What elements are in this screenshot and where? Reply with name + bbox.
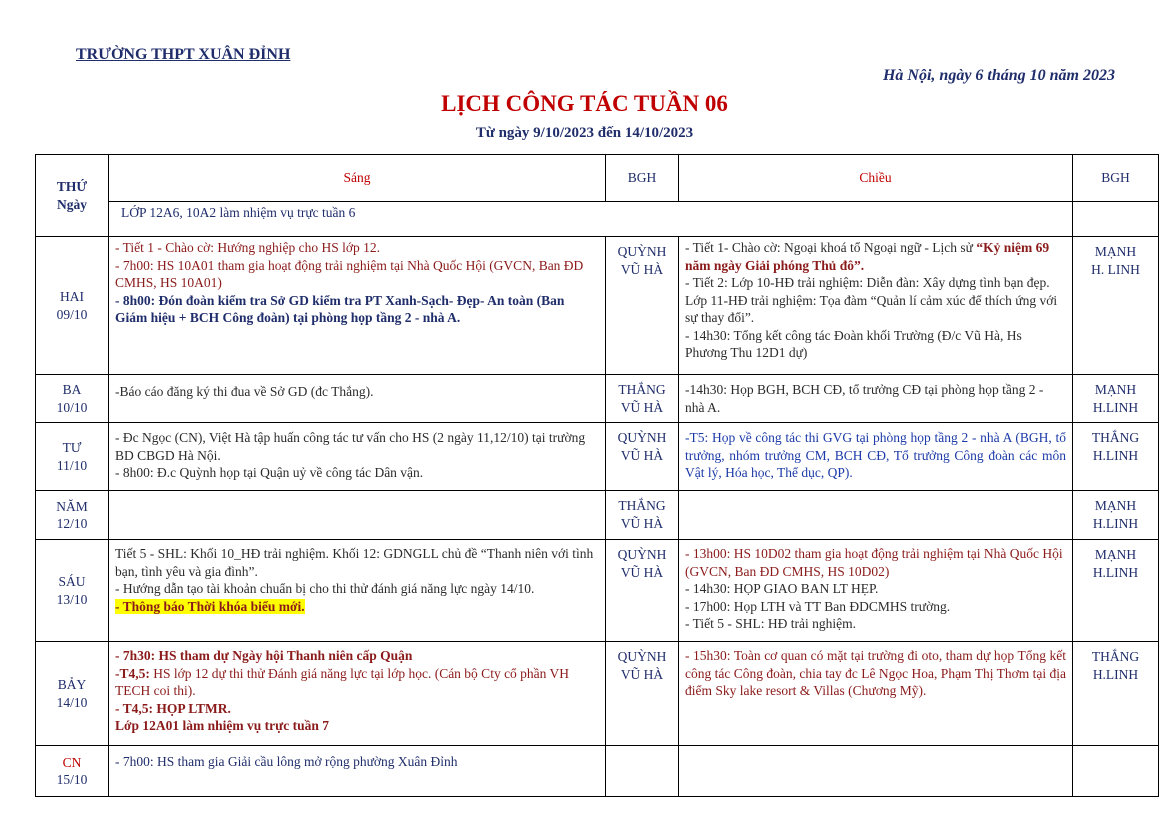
bgh-name: MẠNH [1094,547,1137,562]
schedule-table [35,154,1159,797]
day-cell [36,642,109,746]
bgh-name: QUỲNH [617,430,667,445]
day-name: NĂM [56,498,88,514]
bgh-afternoon-cell [1073,642,1159,746]
morning-item: - 7h30: HS tham dự Ngày hội Thanh niên cấp Quận [115,648,413,663]
bgh-afternoon-cell [1073,423,1159,491]
table-row [36,746,1159,797]
bgh-name: THẮNG [618,498,666,513]
bgh-name: H. LINH [1091,261,1140,277]
page-subtitle: Từ ngày 9/10/2023 đến 14/10/2023 [475,125,694,141]
afternoon-cell [679,375,1073,423]
morning-cell [109,423,606,491]
bgh-morning-cell [606,423,679,491]
duty-note: LỚP 12A6, 10A2 làm nhiệm vụ trực tuần 6 [109,202,1073,237]
header-chieu: Chiều [679,155,1073,202]
day-date: 14/10 [56,694,88,710]
afternoon-item: - Tiết 5 - SHL: HĐ trải nghiệm. [685,616,856,631]
afternoon-item: - Tiết 1- Chào cờ: Ngoại khoá tổ Ngoại ngữ - Lịch sử [685,240,973,255]
afternoon-item: - 15h30: Toàn cơ quan có mặt tại trường đi oto, tham dự họp Tổng kết công tác Công đoàn, chia tay đc Lê Ngọc Hoa, Phạm Thị Thơm tại địa điểm Sky lake resort & Villas (Chương Mỹ). [685,648,1066,698]
day-date: 11/10 [56,457,88,473]
bgh-name: MẠNH [1094,498,1137,513]
day-name: TƯ [62,440,82,455]
afternoon-item: -14h30: Họp BGH, BCH CĐ, tổ trưởng CĐ tại phòng họp tầng 2 - nhà A. [685,382,1044,415]
afternoon-item: - 14h30: HỌP GIAO BAN LT HẸP. [685,581,879,596]
header-bgh-afternoon: BGH [1073,155,1159,202]
morning-item: Lớp 12A01 làm nhiệm vụ trực tuần 7 [115,718,329,733]
afternoon-cell [679,642,1073,746]
afternoon-item: - Tiết 2: Lớp 10-HĐ trải nghiệm: Diễn đàn: Xây dựng tình bạn đẹp. Lớp 11-HĐ trải nghiệm: Tọa đàm “Quản lí cảm xúc để thích ứng với sự thay đổi”. [685,275,1058,325]
morning-item: - 7h00: HS 10A01 tham gia hoạt động trải nghiệm tại Nhà Quốc Hội (GVCN, Ban ĐD CMHS, HS 10A01) [115,257,584,290]
day-cell [36,375,109,423]
morning-item: - Hướng dẫn tạo tài khoản chuẩn bị cho thi thử đánh giá năng lực ngày 14/10. [115,581,535,596]
morning-item: - Đc Ngọc (CN), Việt Hà tập huấn công tác tư vấn cho HS (2 ngày 11,12/10) tại trường BD CBGD Hà Nội. [115,430,586,463]
page-title: LỊCH CÔNG TÁC TUẦN 06 [441,91,728,116]
header-ngay: Ngày [57,196,87,212]
afternoon-item: - 13h00: HS 10D02 tham gia hoạt động trải nghiệm tại Nhà Quốc Hội (GVCN, Ban ĐD CMHS, HS 10D02) [685,546,1063,579]
bgh-name: H.LINH [1092,447,1139,463]
bgh-afternoon-cell [1073,237,1159,375]
bgh-morning-cell [606,746,679,797]
day-date: 09/10 [56,306,88,322]
bgh-afternoon-cell [1073,491,1159,540]
morning-item: - 7h00: HS tham gia Giải cầu lông mở rộng phường Xuân Đỉnh [115,754,458,769]
day-date: 13/10 [56,591,88,607]
place-date: Hà Nội, ngày 6 tháng 10 năm 2023 [882,67,1115,84]
afternoon-cell [679,746,1073,797]
day-date: 15/10 [56,772,88,787]
table-row [36,237,1159,375]
bgh-name: H.LINH [1092,515,1139,531]
afternoon-item: -T5: Họp về công tác thi GVG tại phòng họp tầng 2 - nhà A (BGH, tổ trưởng, nhóm trưởng CM, BCH CĐ, Tổ trưởng Công đoàn các môn Vật lý, Hóa học, Thể dục, QP). [685,430,1066,480]
afternoon-cell [679,237,1073,375]
day-cell [36,746,109,797]
day-cell [36,237,109,375]
bgh-name: VŨ HÀ [620,399,664,415]
morning-cell [109,237,606,375]
header-thu: THỨ [56,178,88,194]
morning-cell [109,642,606,746]
morning-cell [109,491,606,540]
table-row [36,491,1159,540]
table-row [36,375,1159,423]
day-date: 10/10 [56,399,88,415]
bgh-name: MẠNH [1094,382,1137,397]
bgh-afternoon-cell [1073,746,1159,797]
bgh-name: VŨ HÀ [620,261,664,277]
bgh-name: H.LINH [1092,399,1139,415]
day-name: CN [62,754,82,770]
morning-cell [109,540,606,642]
morning-item: - 8h00: Đ.c Quỳnh họp tại Quận uỷ về công tác Dân vận. [115,465,424,480]
bgh-morning-cell [606,491,679,540]
bgh-morning-cell [606,375,679,423]
day-cell [36,491,109,540]
duty-empty [1073,202,1159,237]
morning-item: HS lớp 12 dự thi thử Đánh giá năng lực tại lớp học. (Cán bộ Cty cổ phần VH TECH coi thi). [115,665,570,698]
bgh-name: VŨ HÀ [620,666,664,682]
morning-item: - T4,5: HỌP LTMR. [115,700,231,716]
header-bgh-morning: BGH [606,155,679,202]
bgh-name: QUỲNH [617,547,667,562]
day-name: HAI [60,289,84,304]
morning-item: Tiết 5 - SHL: Khối 10_HĐ trải nghiệm. Khối 12: GDNGLL chủ đề “Thanh niên với tình bạn, tình yêu và gia đình”. [115,546,594,579]
morning-item: -T4,5: [115,665,150,681]
table-row [36,642,1159,746]
table-row [36,540,1159,642]
bgh-name: QUỲNH [617,649,667,664]
afternoon-item: “Kỷ niệm 69 năm ngày Giải phóng Thủ đô”. [685,240,1050,273]
morning-cell [109,746,606,797]
day-name: SÁU [58,574,86,589]
bgh-name: THẮNG [618,382,666,397]
afternoon-cell [679,540,1073,642]
bgh-morning-cell [606,642,679,746]
afternoon-item: - 14h30: Tổng kết công tác Đoàn khối Trường (Đ/c Vũ Hà, Hs Phương Thu 12D1 dự) [685,327,1022,360]
afternoon-cell [679,423,1073,491]
bgh-name: H.LINH [1092,564,1139,580]
bgh-name: THẮNG [1091,430,1140,445]
morning-item-highlight: - Thông báo Thời khóa biểu mới. [115,598,305,614]
bgh-name: VŨ HÀ [620,564,664,580]
bgh-afternoon-cell [1073,375,1159,423]
table-row [36,423,1159,491]
day-name: BA [62,382,82,397]
morning-item: - Tiết 1 - Chào cờ: Hướng nghiệp cho HS lớp 12. [115,240,380,255]
bgh-name: H.LINH [1092,666,1139,682]
bgh-morning-cell [606,237,679,375]
bgh-name: VŨ HÀ [620,447,664,463]
bgh-name: MẠNH [1094,244,1137,259]
header-day-cell [36,155,109,237]
morning-cell [109,375,606,423]
school-name: TRƯỜNG THPT XUÂN ĐỈNH [76,46,291,63]
day-date: 12/10 [56,516,88,531]
afternoon-item: - 17h00: Họp LTH và TT Ban ĐDCMHS trường. [685,598,951,614]
bgh-name: VŨ HÀ [620,515,664,531]
duty-row [36,202,1159,237]
morning-item: - 8h00: Đón đoàn kiểm tra Sở GD kiểm tra PT Xanh-Sạch- Đẹp- An toàn (Ban Giám hiệu + BCH Công đoàn) tại phòng họp tầng 2 - nhà A. [115,292,565,325]
afternoon-cell [679,491,1073,540]
day-name: BẢY [57,677,87,692]
bgh-afternoon-cell [1073,540,1159,642]
bgh-name: QUỲNH [617,244,667,259]
table-header-row [36,155,1159,202]
bgh-name: THẮNG [1091,649,1140,664]
day-cell [36,540,109,642]
header-sang: Sáng [109,155,606,202]
day-cell [36,423,109,491]
bgh-morning-cell [606,540,679,642]
morning-item: -Báo cáo đăng ký thi đua về Sở GD (đc Thắng). [115,384,374,399]
